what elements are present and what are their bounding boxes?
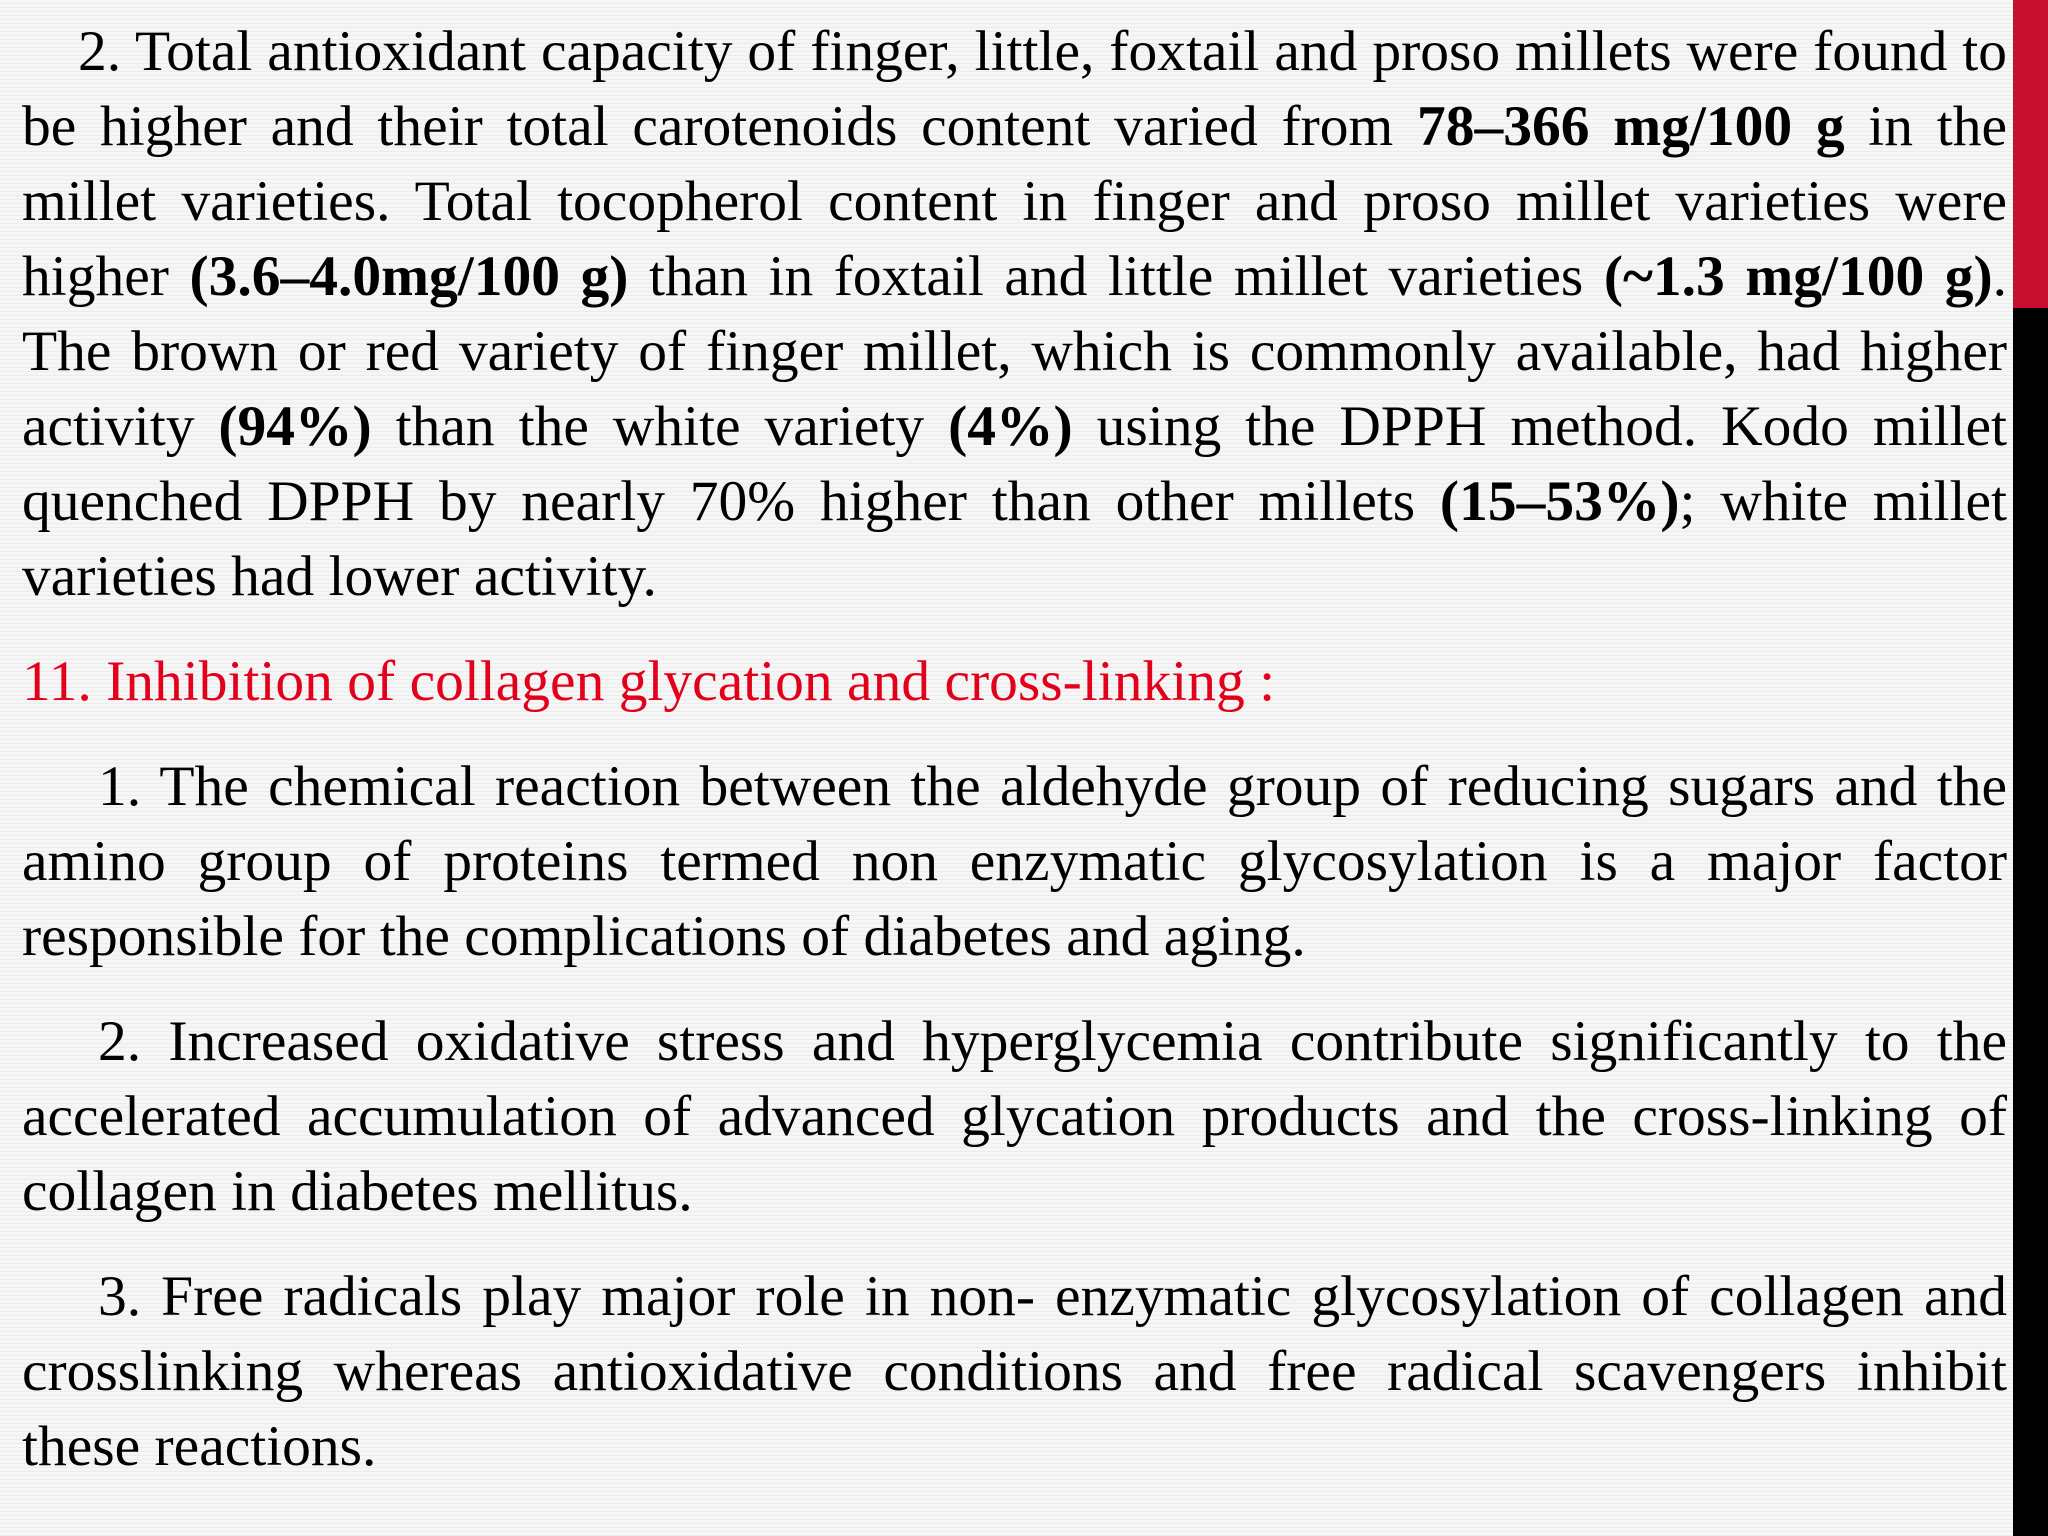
para1-bold-foxtail: (~1.3 mg/100 g) [1603, 245, 1993, 308]
para1-bold-other-millets: (15–53%) [1439, 470, 1680, 533]
para1-bold-white-activity: (4%) [948, 395, 1073, 458]
section-heading: 11. Inhibition of collagen glycation and cross-linking : [22, 650, 1276, 713]
slide-content [22, 14, 2007, 1484]
point-3: 3. Free radicals play major role in non- enzymatic glycosylation of collagen and crosslinking whereas antioxidative conditions and free radical scavengers inhibit these reactions. [22, 1265, 2007, 1478]
para1-text-1: 2. Total antioxidant capacity of finger, little, foxtail and proso millets were found to be higher and their total carotenoids content varied from [22, 20, 2007, 158]
para1-text-4: . The brown or red variety of finger millet, which is commonly available, had higher activity [22, 245, 2008, 458]
para1-bold-carotenoids: 78–366 mg/100 g [1417, 95, 1845, 158]
para1-text-7: ; white millet varieties had lower activity. [22, 470, 2007, 608]
para1-text-3: than in foxtail and little millet varieties [628, 245, 1604, 308]
side-bar-red [2013, 0, 2048, 308]
para1-text-2: in the millet varieties. Total tocopherol content in finger and proso millet varieties were higher [22, 95, 2007, 308]
para1-text-5: than the white variety [371, 395, 949, 458]
para1-bold-tocopherol: (3.6–4.0mg/100 g) [189, 245, 629, 308]
point-1: 1. The chemical reaction between the aldehyde group of reducing sugars and the amino group of proteins termed non enzymatic glycosylation is a major factor responsible for the complications of diabetes and aging. [22, 755, 2007, 968]
para1-text-6: using the DPPH method. Kodo millet quenched DPPH by nearly 70% higher than other millets [22, 395, 2007, 533]
point-2: 2. Increased oxidative stress and hyperglycemia contribute significantly to the accelerated accumulation of advanced glycation products and the cross-linking of collagen in diabetes mellitus. [22, 1010, 2007, 1223]
para1-bold-red-activity: (94%) [218, 395, 372, 458]
paragraph-antioxidant [22, 14, 2007, 614]
side-bar-black [2013, 308, 2048, 1536]
